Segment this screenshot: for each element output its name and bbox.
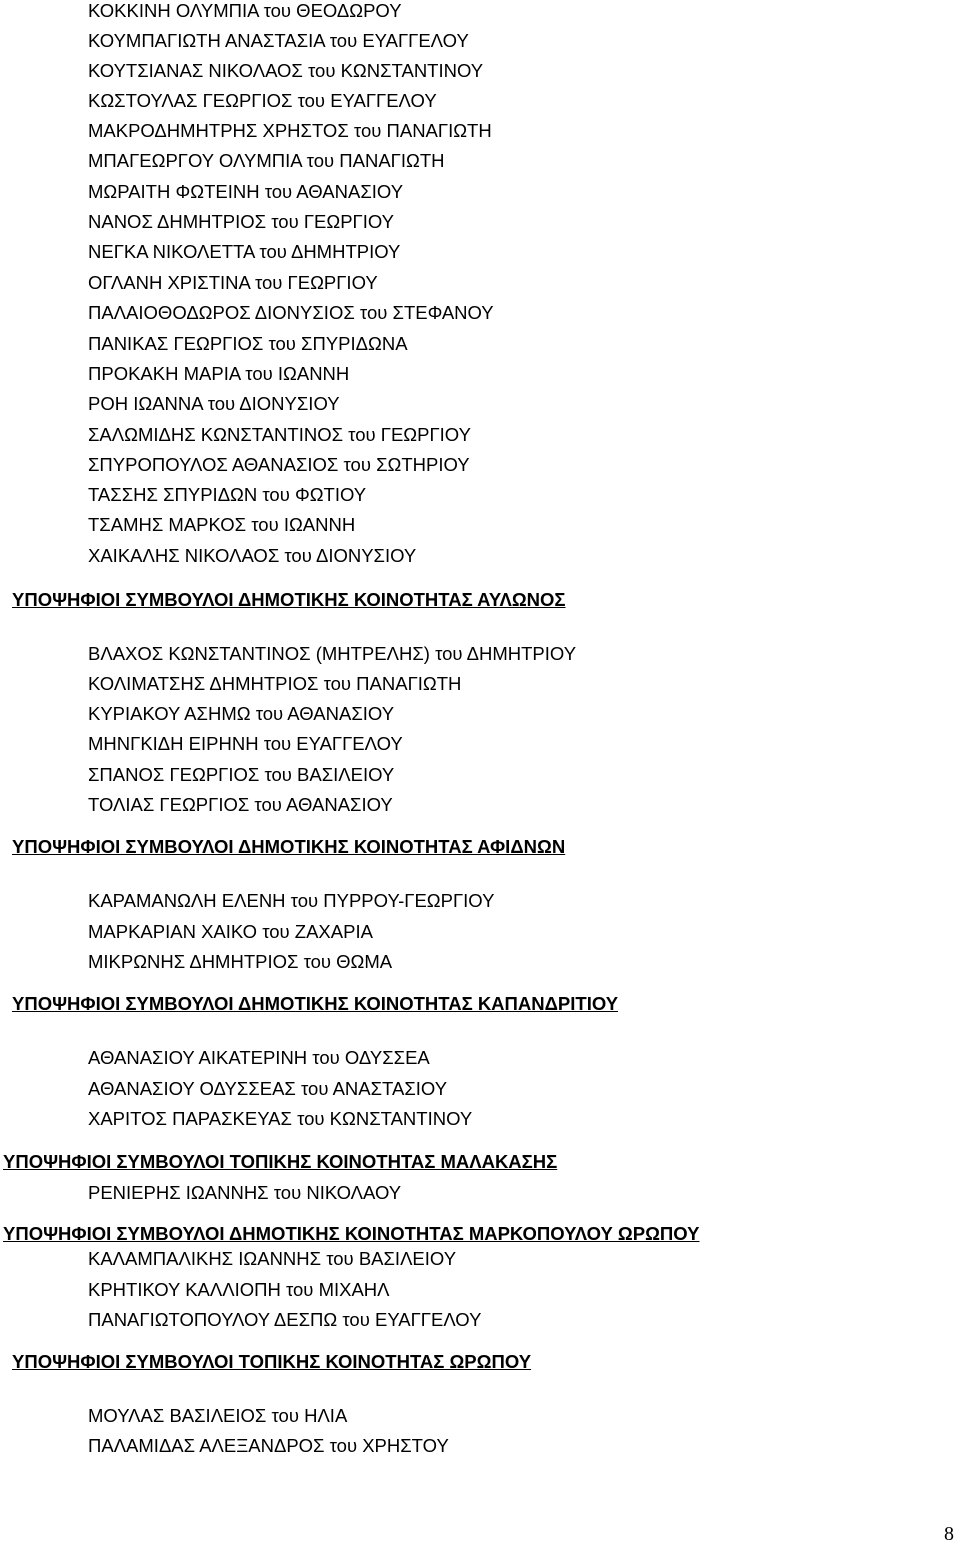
section-heading: ΥΠΟΨΗΦΙΟΙ ΣΥΜΒΟΥΛΟΙ ΔΗΜΟΤΙΚΗΣ ΚΟΙΝΟΤΗΤΑΣ ΜΑΡΚΟΠΟΥΛΟΥ ΩΡΩΠΟΥ — [3, 1223, 700, 1244]
page-number: 8 — [944, 1523, 954, 1545]
section-heading: ΥΠΟΨΗΦΙΟΙ ΣΥΜΒΟΥΛΟΙ ΤΟΠΙΚΗΣ ΚΟΙΝΟΤΗΤΑΣ ΩΡΩΠΟΥ — [12, 1351, 532, 1372]
section-heading: ΥΠΟΨΗΦΙΟΙ ΣΥΜΒΟΥΛΟΙ ΔΗΜΟΤΙΚΗΣ ΚΟΙΝΟΤΗΤΑΣ ΑΦΙΔΝΩΝ — [12, 836, 566, 857]
section-heading: ΥΠΟΨΗΦΙΟΙ ΣΥΜΒΟΥΛΟΙ ΔΗΜΟΤΙΚΗΣ ΚΟΙΝΟΤΗΤΑΣ ΑΥΛΩΝΟΣ — [12, 589, 566, 610]
section-heading: ΥΠΟΨΗΦΙΟΙ ΣΥΜΒΟΥΛΟΙ ΔΗΜΟΤΙΚΗΣ ΚΟΙΝΟΤΗΤΑΣ ΚΑΠΑΝΔΡΙΤΙΟΥ — [12, 993, 619, 1014]
section-heading: ΥΠΟΨΗΦΙΟΙ ΣΥΜΒΟΥΛΟΙ ΤΟΠΙΚΗΣ ΚΟΙΝΟΤΗΤΑΣ ΜΑΛΑΚΑΣΗΣ — [3, 1151, 558, 1172]
